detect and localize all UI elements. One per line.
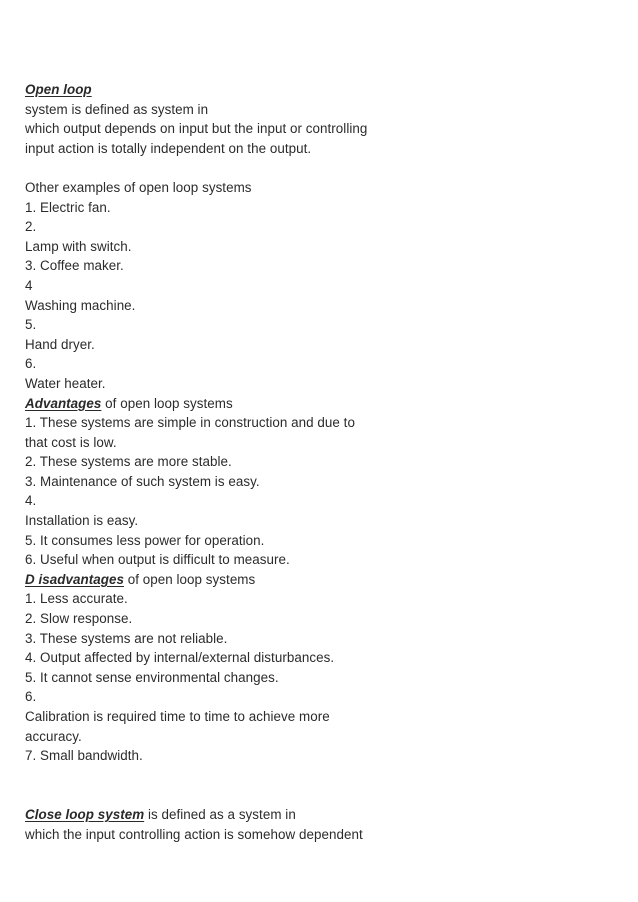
list-item: Water heater. bbox=[25, 375, 106, 391]
heading-close-loop: Close loop system is defined as a system in bbox=[25, 806, 296, 822]
list-number: 4. bbox=[25, 493, 37, 509]
list-item: Washing machine. bbox=[25, 297, 136, 313]
text-line: which output depends on input but the input or controlling bbox=[25, 121, 368, 137]
heading-advantages: Advantages of open loop systems bbox=[25, 395, 233, 411]
list-item: 1. Electric fan. bbox=[25, 199, 111, 215]
list-item: 5. It consumes less power for operation. bbox=[25, 532, 265, 548]
term-disadvantages: D isadvantages bbox=[25, 571, 124, 587]
heading-disadvantages: D isadvantages of open loop systems bbox=[25, 571, 256, 587]
list-item: 6. Useful when output is difficult to measure. bbox=[25, 552, 290, 568]
text-line: that cost is low. bbox=[25, 434, 117, 450]
list-item: Hand dryer. bbox=[25, 336, 95, 352]
list-item: 5. It cannot sense environmental changes. bbox=[25, 669, 279, 685]
heading-open-loop bbox=[25, 80, 625, 100]
list-item: Installation is easy. bbox=[25, 513, 139, 529]
list-item: Lamp with switch. bbox=[25, 238, 132, 254]
list-number: 2. bbox=[25, 219, 37, 235]
document-page bbox=[25, 80, 625, 844]
list-item: 4. Output affected by internal/external disturbances. bbox=[25, 650, 335, 666]
blank-line bbox=[25, 766, 625, 786]
text-line: which the input controlling action is somehow dependent bbox=[25, 826, 363, 842]
list-item: 3. Coffee maker. bbox=[25, 258, 124, 274]
list-item: Calibration is required time to time to achieve more bbox=[25, 709, 330, 724]
text-line: system is defined as system in bbox=[25, 101, 209, 117]
list-item: 3. These systems are not reliable. bbox=[25, 630, 228, 646]
blank-line bbox=[25, 158, 625, 178]
text-line: Other examples of open loop systems bbox=[25, 179, 252, 195]
list-item: 2. Slow response. bbox=[25, 611, 133, 627]
list-item: 3. Maintenance of such system is easy. bbox=[25, 473, 260, 489]
list-item: 2. These systems are more stable. bbox=[25, 454, 232, 470]
text-line: input action is totally independent on the output. bbox=[25, 140, 312, 156]
text-line: accuracy. bbox=[25, 728, 82, 744]
list-item: 1. Less accurate. bbox=[25, 591, 128, 607]
term-open-loop: Open loop bbox=[25, 82, 92, 97]
list-number: 6. bbox=[25, 689, 37, 705]
list-item: 1. These systems are simple in construction and due to bbox=[25, 415, 355, 431]
list-number: 6. bbox=[25, 356, 37, 372]
term-advantages: Advantages bbox=[25, 395, 102, 411]
list-number: 5. bbox=[25, 317, 37, 333]
blank-line bbox=[25, 785, 625, 805]
term-close-loop-system: Close loop system bbox=[25, 806, 145, 822]
list-number: 4 bbox=[25, 277, 33, 293]
list-item: 7. Small bandwidth. bbox=[25, 748, 143, 764]
